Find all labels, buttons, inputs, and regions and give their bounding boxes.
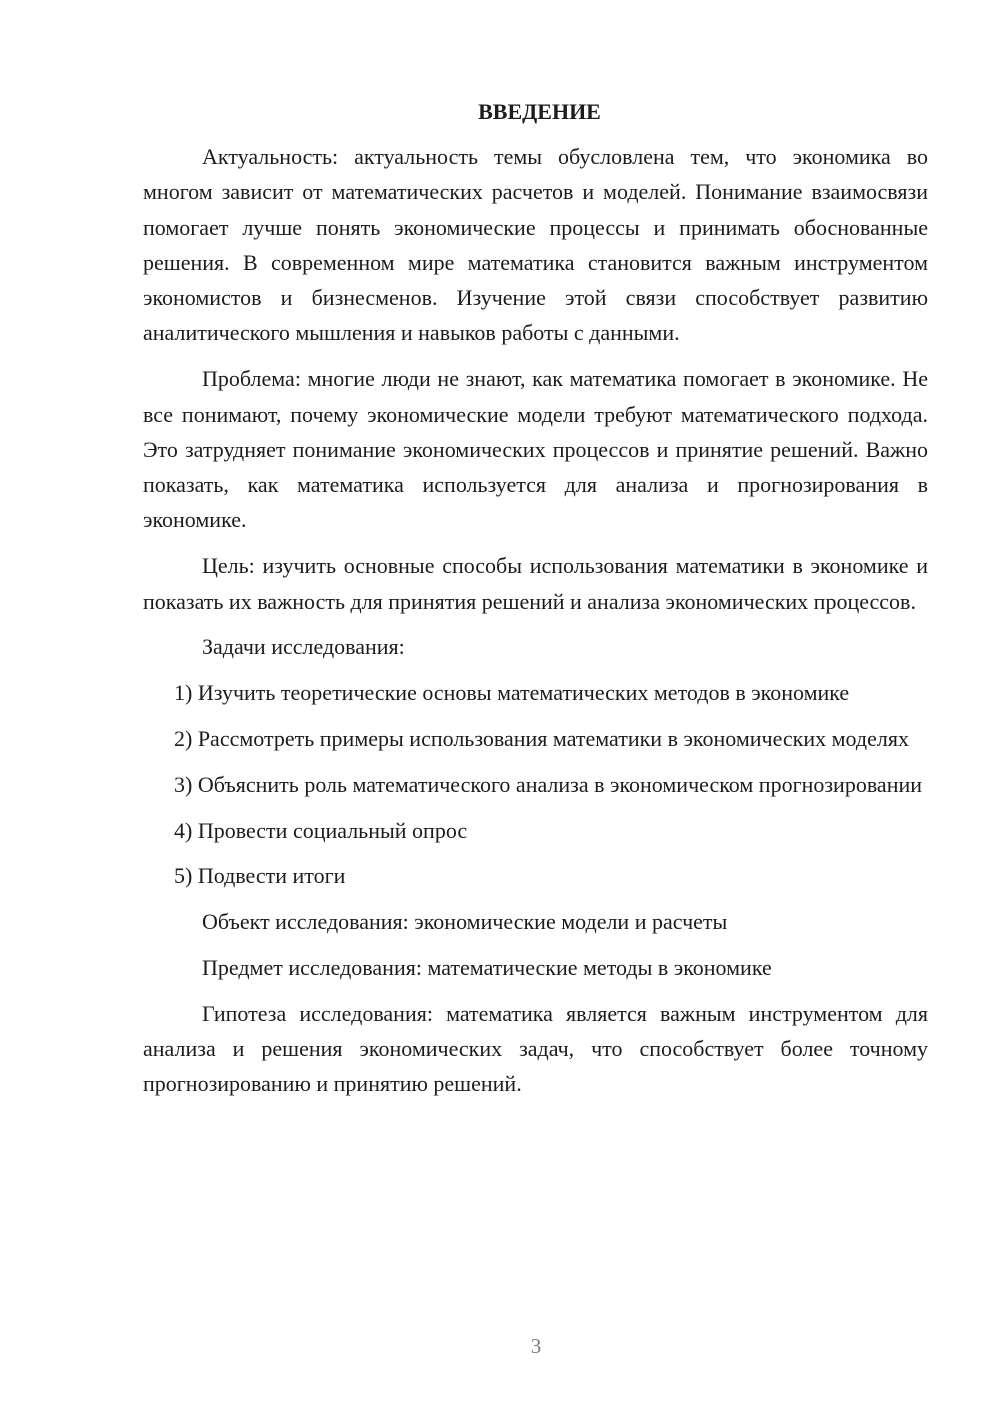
paragraph-relevance: Актуальность: актуальность темы обусловлена тем, что экономика во многом зависит от математических расчетов и моделей. Понимание взаимосвязи помогает лучше понять экономические процессы и принимать обоснованные решения. В современном мире математика становится важным инструментом экономистов и бизнесменов. Изучение этой связи способствует развитию аналитического мышления и навыков работы с данными. xyxy=(143,144,928,346)
paragraph-problem: Проблема: многие люди не знают, как математика помогает в экономике. Не все понимают, почему экономические модели требуют математического подхода. Это затрудняет понимание экономических процессов и принятие решений. Важно показать, как математика используется для анализа и прогнозирования в экономике. xyxy=(143,366,928,533)
page-title: ВВЕДЕНИЕ xyxy=(478,99,601,124)
tasks-heading: Задачи исследования: xyxy=(202,634,405,660)
paragraph-hypothesis: Гипотеза исследования: математика является важным инструментом для анализа и решения экономических задач, что способствует более точному прогнозированию и принятию решений. xyxy=(143,1000,928,1097)
task-item: 2) Рассмотреть примеры использования математики в экономических моделях xyxy=(174,725,909,751)
task-item: 4) Провести социальный опрос xyxy=(174,817,468,843)
task-item: 1) Изучить теоретические основы математических методов в экономике xyxy=(174,680,850,706)
task-item: 5) Подвести итоги xyxy=(174,863,346,889)
page-number: 3 xyxy=(530,1334,542,1358)
task-item: 3) Объяснить роль математического анализа в экономическом прогнозировании xyxy=(174,771,923,797)
paragraph-goal: Цель: изучить основные способы использования математики в экономике и показать их важность для принятия решений и анализа экономических процессов. xyxy=(143,553,928,614)
paragraph-subject: Предмет исследования: математические методы в экономике xyxy=(202,954,772,980)
paragraph-object: Объект исследования: экономические модели и расчеты xyxy=(202,909,728,935)
